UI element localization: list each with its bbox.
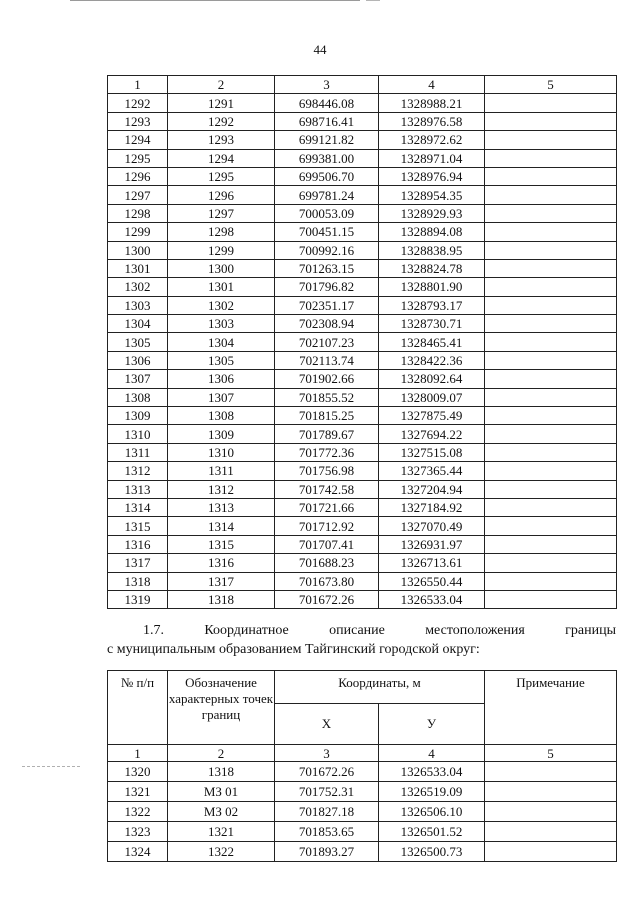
table-cell: 1328954.35: [379, 186, 485, 204]
table-header-row: [108, 671, 617, 704]
table-cell: 1328929.93: [379, 204, 485, 222]
table-cell: 1328422.36: [379, 351, 485, 369]
table-cell: [485, 241, 617, 259]
table-cell: [485, 762, 617, 782]
table-row: [108, 278, 617, 296]
section-heading-line: [107, 621, 616, 640]
table-cell: [485, 407, 617, 425]
table-cell: 1297: [168, 204, 275, 222]
table-cell: 1323: [108, 822, 168, 842]
table-cell: 1313: [108, 480, 168, 498]
table-cell: 701742.58: [275, 480, 379, 498]
table-row: [108, 572, 617, 590]
table-cell: 1316: [168, 554, 275, 572]
table-cell: 1328972.62: [379, 131, 485, 149]
table-cell: 1294: [108, 131, 168, 149]
table-cell: 1327515.08: [379, 443, 485, 461]
table-cell: 1315: [108, 517, 168, 535]
table-row: [108, 782, 617, 802]
table-cell: 1302: [168, 296, 275, 314]
column-number-4: 4: [379, 76, 485, 94]
table-cell: 1318: [168, 590, 275, 608]
header-y: У: [379, 704, 485, 745]
table-cell: 1310: [108, 425, 168, 443]
table-cell: 701756.98: [275, 462, 379, 480]
table-cell: 1296: [168, 186, 275, 204]
table-row: [108, 296, 617, 314]
table-cell: 1317: [168, 572, 275, 590]
table-cell: 1305: [168, 351, 275, 369]
table-cell: [485, 388, 617, 406]
table-cell: [485, 223, 617, 241]
column-number-5: 5: [485, 745, 617, 762]
table-cell: 1328793.17: [379, 296, 485, 314]
table-cell: [485, 802, 617, 822]
table-cell: 701893.27: [275, 842, 379, 862]
table-row: [108, 407, 617, 425]
table-cell: 699381.00: [275, 149, 379, 167]
table-cell: 1292: [108, 94, 168, 112]
table-cell: [485, 517, 617, 535]
table-cell: 1304: [168, 333, 275, 351]
top-scan-line: [70, 0, 360, 1]
table-cell: 1299: [168, 241, 275, 259]
table-cell: 1295: [168, 167, 275, 185]
table-row: [108, 590, 617, 608]
table-cell: [485, 131, 617, 149]
header-point-designation: Обозначение характерных точек границ: [168, 671, 275, 745]
table-cell: 1300: [108, 241, 168, 259]
table-cell: 1328092.64: [379, 370, 485, 388]
table-cell: [485, 443, 617, 461]
table-cell: [485, 535, 617, 553]
table-cell: 1321: [108, 782, 168, 802]
table-row: [108, 131, 617, 149]
table-cell: 1326506.10: [379, 802, 485, 822]
table-cell: 701688.23: [275, 554, 379, 572]
table-row: [108, 388, 617, 406]
table-row: [108, 842, 617, 862]
table-cell: 699121.82: [275, 131, 379, 149]
table-cell: 1301: [168, 278, 275, 296]
table-cell: МЗ 02: [168, 802, 275, 822]
table-cell: 701752.31: [275, 782, 379, 802]
table-cell: 1296: [108, 167, 168, 185]
table-cell: [485, 842, 617, 862]
table-cell: 701673.80: [275, 572, 379, 590]
table-cell: 1322: [108, 802, 168, 822]
table-cell: 1328465.41: [379, 333, 485, 351]
table-cell: 700451.15: [275, 223, 379, 241]
table-cell: 1327694.22: [379, 425, 485, 443]
table-cell: 699781.24: [275, 186, 379, 204]
table-cell: [485, 278, 617, 296]
table-cell: 701789.67: [275, 425, 379, 443]
table-cell: 698716.41: [275, 112, 379, 130]
header-coordinates: Координаты, м: [275, 671, 485, 704]
table-cell: [485, 425, 617, 443]
table-cell: [485, 370, 617, 388]
table-cell: 1312: [168, 480, 275, 498]
table-row: [108, 498, 617, 516]
table-cell: [485, 554, 617, 572]
table-cell: 1309: [168, 425, 275, 443]
table-cell: 1328971.04: [379, 149, 485, 167]
table-cell: 1291: [168, 94, 275, 112]
table-cell: 1313: [168, 498, 275, 516]
table-row: [108, 259, 617, 277]
table-cell: 1326550.44: [379, 572, 485, 590]
section-number: 1.7.: [143, 623, 164, 638]
table-cell: 1327365.44: [379, 462, 485, 480]
table-cell: [485, 572, 617, 590]
table-cell: 1303: [168, 315, 275, 333]
table-cell: 701902.66: [275, 370, 379, 388]
table-cell: 1328824.78: [379, 259, 485, 277]
table-cell: 1317: [108, 554, 168, 572]
table-cell: 1320: [108, 762, 168, 782]
table-row: [108, 517, 617, 535]
table-cell: 1326519.09: [379, 782, 485, 802]
table-cell: [485, 498, 617, 516]
table-row: [108, 535, 617, 553]
section-word: местоположения: [425, 623, 525, 638]
table-cell: 1301: [108, 259, 168, 277]
table-cell: 1328730.71: [379, 315, 485, 333]
table-cell: 1312: [108, 462, 168, 480]
table-row: [108, 351, 617, 369]
table-cell: 1307: [168, 388, 275, 406]
table-cell: [485, 112, 617, 130]
table-cell: 1318: [108, 572, 168, 590]
column-number-3: 3: [275, 76, 379, 94]
table-cell: 1307: [108, 370, 168, 388]
table-cell: 1326533.04: [379, 762, 485, 782]
section-heading-line2: с муниципальным образованием Тайгинский городской округ:: [107, 642, 480, 657]
table-cell: 701853.65: [275, 822, 379, 842]
table-cell: 701707.41: [275, 535, 379, 553]
table-row: [108, 480, 617, 498]
header-note: Примечание: [485, 671, 617, 745]
table-cell: [485, 315, 617, 333]
table-cell: 1308: [168, 407, 275, 425]
table-cell: 1306: [168, 370, 275, 388]
table-cell: 1328988.21: [379, 94, 485, 112]
margin-scan-mark: [22, 766, 80, 767]
table-cell: 1295: [108, 149, 168, 167]
table-cell: [485, 333, 617, 351]
table-row: [108, 241, 617, 259]
table-row: [108, 149, 617, 167]
section-word: описание: [329, 623, 385, 638]
table-cell: 1308: [108, 388, 168, 406]
column-number-3: 3: [275, 745, 379, 762]
table-row: [108, 762, 617, 782]
table-cell: 1298: [168, 223, 275, 241]
table-cell: 1326501.52: [379, 822, 485, 842]
table-cell: [485, 167, 617, 185]
table-cell: 1315: [168, 535, 275, 553]
boundary-coordinates-table: [107, 670, 617, 862]
table-header-row: [108, 76, 617, 94]
table-cell: 1328894.08: [379, 223, 485, 241]
table-cell: 1328976.94: [379, 167, 485, 185]
table-cell: 1326500.73: [379, 842, 485, 862]
table-cell: [485, 480, 617, 498]
table-cell: 701263.15: [275, 259, 379, 277]
table-cell: МЗ 01: [168, 782, 275, 802]
table-cell: 1297: [108, 186, 168, 204]
table-row: [108, 822, 617, 842]
table-cell: 701815.25: [275, 407, 379, 425]
column-number-4: 4: [379, 745, 485, 762]
section-word: границы: [565, 623, 616, 638]
table-cell: [485, 462, 617, 480]
table-cell: 1310: [168, 443, 275, 461]
table-cell: 1311: [168, 462, 275, 480]
table-cell: 1328838.95: [379, 241, 485, 259]
column-number-2: 2: [168, 745, 275, 762]
table-cell: 701772.36: [275, 443, 379, 461]
table-cell: 1316: [108, 535, 168, 553]
table-row: [108, 370, 617, 388]
table-cell: 1322: [168, 842, 275, 862]
page-number: 44: [313, 42, 327, 57]
table-cell: [485, 296, 617, 314]
table-cell: 701712.92: [275, 517, 379, 535]
table-cell: 1303: [108, 296, 168, 314]
table-cell: 1302: [108, 278, 168, 296]
table-cell: 1321: [168, 822, 275, 842]
table-row: [108, 554, 617, 572]
table-cell: 1328976.58: [379, 112, 485, 130]
table-row: [108, 333, 617, 351]
table-cell: 1327070.49: [379, 517, 485, 535]
table-row: [108, 94, 617, 112]
table-cell: 1305: [108, 333, 168, 351]
table-cell: 1309: [108, 407, 168, 425]
table-cell: 702351.17: [275, 296, 379, 314]
table-cell: 1326533.04: [379, 590, 485, 608]
table-cell: 699506.70: [275, 167, 379, 185]
table-cell: [485, 186, 617, 204]
table-cell: 1293: [108, 112, 168, 130]
table-cell: 1299: [108, 223, 168, 241]
table-cell: 700992.16: [275, 241, 379, 259]
table-row: [108, 315, 617, 333]
table-cell: 1311: [108, 443, 168, 461]
table-cell: 701672.26: [275, 762, 379, 782]
table-cell: 1328009.07: [379, 388, 485, 406]
table-cell: 1318: [168, 762, 275, 782]
table-cell: 1298: [108, 204, 168, 222]
column-number-2: 2: [168, 76, 275, 94]
table-cell: 1300: [168, 259, 275, 277]
table-cell: 1326931.97: [379, 535, 485, 553]
table-cell: [485, 351, 617, 369]
table-cell: 702107.23: [275, 333, 379, 351]
table-cell: [485, 149, 617, 167]
table-cell: [485, 259, 617, 277]
table-cell: 702113.74: [275, 351, 379, 369]
table-cell: 1327184.92: [379, 498, 485, 516]
table-cell: 1319: [108, 590, 168, 608]
table-cell: 701827.18: [275, 802, 379, 822]
section-intro: [107, 621, 616, 659]
table-cell: 1294: [168, 149, 275, 167]
coordinates-table-continued: [107, 75, 617, 609]
table-cell: 1306: [108, 351, 168, 369]
table-cell: [485, 590, 617, 608]
table-cell: 1293: [168, 131, 275, 149]
table-cell: [485, 204, 617, 222]
column-number-5: 5: [485, 76, 617, 94]
table-cell: [485, 94, 617, 112]
table-cell: 1324: [108, 842, 168, 862]
table-row: [108, 186, 617, 204]
table-row: [108, 443, 617, 461]
table-cell: 1304: [108, 315, 168, 333]
table-cell: 700053.09: [275, 204, 379, 222]
table-row: [108, 204, 617, 222]
table-cell: 1292: [168, 112, 275, 130]
section-word: Координатное: [204, 623, 289, 638]
table-cell: 1327204.94: [379, 480, 485, 498]
table-row: [108, 462, 617, 480]
table-cell: 1328801.90: [379, 278, 485, 296]
top-scan-mark: [366, 0, 380, 1]
table-cell: 701855.52: [275, 388, 379, 406]
table-cell: 701796.82: [275, 278, 379, 296]
table-cell: 701721.66: [275, 498, 379, 516]
header-row-number: № п/п: [108, 671, 168, 745]
table-cell: 702308.94: [275, 315, 379, 333]
column-number-1: 1: [108, 76, 168, 94]
table-cell: 1314: [108, 498, 168, 516]
table-cell: 1314: [168, 517, 275, 535]
table-row: [108, 167, 617, 185]
column-numbers-row: [108, 745, 617, 762]
table-cell: 698446.08: [275, 94, 379, 112]
table-row: [108, 223, 617, 241]
table-row: [108, 425, 617, 443]
table-cell: 1327875.49: [379, 407, 485, 425]
table-cell: [485, 782, 617, 802]
table-cell: 1326713.61: [379, 554, 485, 572]
table-cell: [485, 822, 617, 842]
table-cell: 701672.26: [275, 590, 379, 608]
table-row: [108, 802, 617, 822]
table-row: [108, 112, 617, 130]
header-x: X: [275, 704, 379, 745]
column-number-1: 1: [108, 745, 168, 762]
